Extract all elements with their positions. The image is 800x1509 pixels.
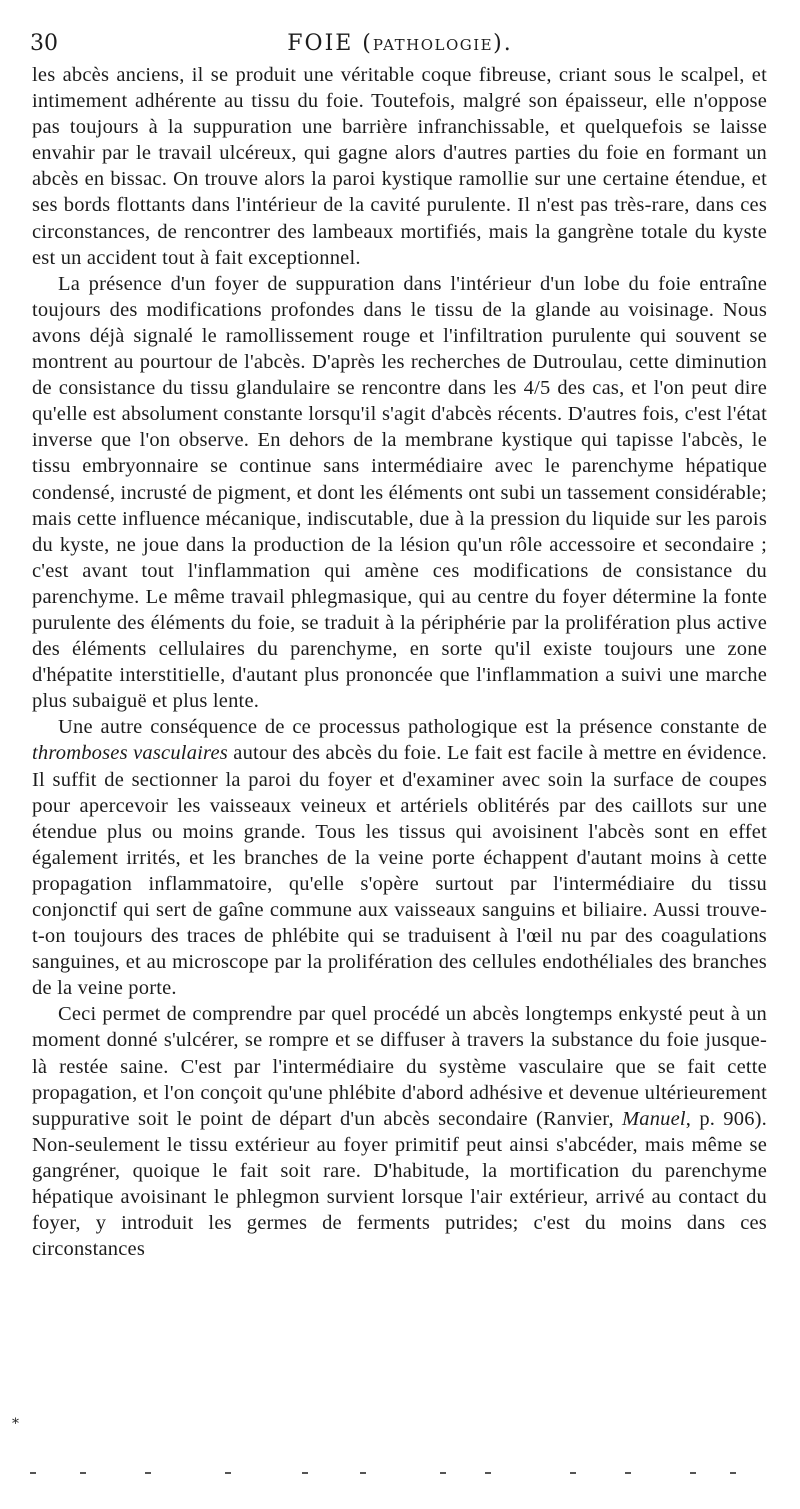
running-title-small-caps: PATHOLOGIE: [372, 36, 494, 54]
italic-text: thromboses vasculaires: [32, 742, 228, 765]
paragraph-1: [32, 62, 767, 271]
running-title: [30, 30, 770, 59]
paragraph-text: Ceci permet de comprendre par quel procédé un abcès longtemps enkysté peut à un moment donné s'ulcérer, se rompre et se diffuser à travers la substance du foie jusque-là restée saine. C'est par l'intermédiaire du système vasculaire que se fait cette propagation, et l'on conçoit qu'une phlébite d'abord adhésive et devenue ultérieurement suppurative soit le point de départ d'un abcès secondaire (Ranvier,: [32, 1003, 767, 1130]
paragraph-3: [32, 714, 767, 1001]
print-dash: [30, 1472, 36, 1474]
print-dash: [440, 1472, 446, 1474]
print-dash: [145, 1472, 151, 1474]
running-title-main: FOIE (: [287, 31, 373, 56]
paragraph-text: autour des abcès du foie. Le fait est facile à mettre en évidence. Il suffit de sectionner la paroi du foyer et d'examiner avec soin la surface de coupes pour apercevoir les vaisseaux veineux et artériels oblitérés par des caillots sur une étendue plus ou moins grande. Tous les tissus qui avoisinent l'abcès sont en effet également irrités, et les branches de la veine porte échappent d'autant moins à cette propagation inflammatoire, qu'elle s'opère surtout par l'intermédiaire du tissu conjonctif qui sert de gaîne commune aux vaisseaux sanguins et biliaire. Aussi trouve-t-on toujours des traces de phlébite qui se traduisent à l'œil nu par des coagulations sanguines, et au microscope par la prolifération des cellules endothéliales des branches de la veine porte.: [32, 742, 767, 1000]
paragraph-4: [32, 1001, 767, 1262]
footer-mark: *: [12, 1416, 19, 1432]
bottom-dash-row: [30, 1472, 770, 1476]
italic-text: Manuel: [621, 1107, 686, 1130]
body-text: [32, 62, 767, 1262]
page-number: 30: [30, 31, 58, 56]
print-dash: [225, 1472, 231, 1474]
paragraph-2: [32, 271, 767, 715]
paragraph-text: La présence d'un foyer de suppuration dans l'intérieur d'un lobe du foie entraîne toujours des modifications profondes dans le tissu de la glande au voisinage. Nous avons déjà signalé le ramollissement rouge et l'infiltration purulente qui souvent se montrent au pourtour de l'abcès. D'après les recherches de Dutroulau, cette diminution de consistance du tissu glandulaire se rencontre dans les 4/5 des cas, et l'on peut dire qu'elle est absolument constante lorsqu'il s'agit d'abcès récents. D'autres fois, c'est l'état inverse que l'on observe. En dehors de la membrane kystique qui tapisse l'abcès, le tissu embryonnaire se continue sans intermédiaire avec le parenchyme hépatique condensé, incrusté de pigment, et dont les éléments ont subi un tassement considérable; mais cette influence mécanique, indiscutable, due à la pression du liquide sur les parois du kyste, ne joue dans la production de la lésion qu'un rôle accessoire et secondaire ; c'est avant tout l'inflammation qui amène ces modifications de consistance du parenchyme. Le même travail phlegmasique, qui au centre du foyer détermine la fonte purulente des éléments du foie, se traduit à la périphérie par la prolifération plus active des éléments cellulaires du parenchyme, en sorte qu'il existe toujours une zone d'hépatite interstitielle, d'autant plus prononcée que l'inflammation a suivi une marche plus subaiguë et plus lente.: [32, 272, 767, 713]
print-dash: [360, 1472, 366, 1474]
print-dash: [80, 1472, 86, 1474]
print-dash: [625, 1472, 631, 1474]
print-dash: [302, 1472, 308, 1474]
print-dash: [570, 1472, 576, 1474]
print-dash: [690, 1472, 696, 1474]
print-dash: [730, 1472, 736, 1474]
paragraph-text: Une autre conséquence de ce processus pathologique est la présence constante de: [58, 716, 767, 739]
page-header: [30, 30, 770, 60]
paragraph-text: les abcès anciens, il se produit une véritable coque fibreuse, criant sous le scalpel, et intimement adhérente au tissu du foie. Toutefois, malgré son épaisseur, elle n'oppose pas toujours à la suppuration une barrière infranchissable, et quelquefois se laisse envahir par le travail ulcéreux, qui gagne alors d'autres parties du foie en formant un abcès en bissac. On trouve alors la paroi kystique ramollie sur une certaine étendue, et ses bords flottants dans l'intérieur de la cavité purulente. Il n'est pas très-rare, dans ces circonstances, de rencontrer des lambeaux mortifiés, mais la gangrène totale du kyste est un accident tout à fait exceptionnel.: [32, 64, 767, 269]
print-dash: [485, 1472, 491, 1474]
paragraph-text: , p. 906). Non-seulement le tissu extérieur au foyer primitif peut ainsi s'abcéder, mais même se gangréner, quoique le fait soit rare. D'habitude, la mortification du parenchyme hépatique avoisinant le phlegmon survient lorsque l'air extérieur, arrivé au contact du foyer, y introduit les germes de ferments putrides; c'est du moins dans ces circonstances: [32, 1107, 767, 1261]
running-title-end: ).: [493, 31, 513, 56]
